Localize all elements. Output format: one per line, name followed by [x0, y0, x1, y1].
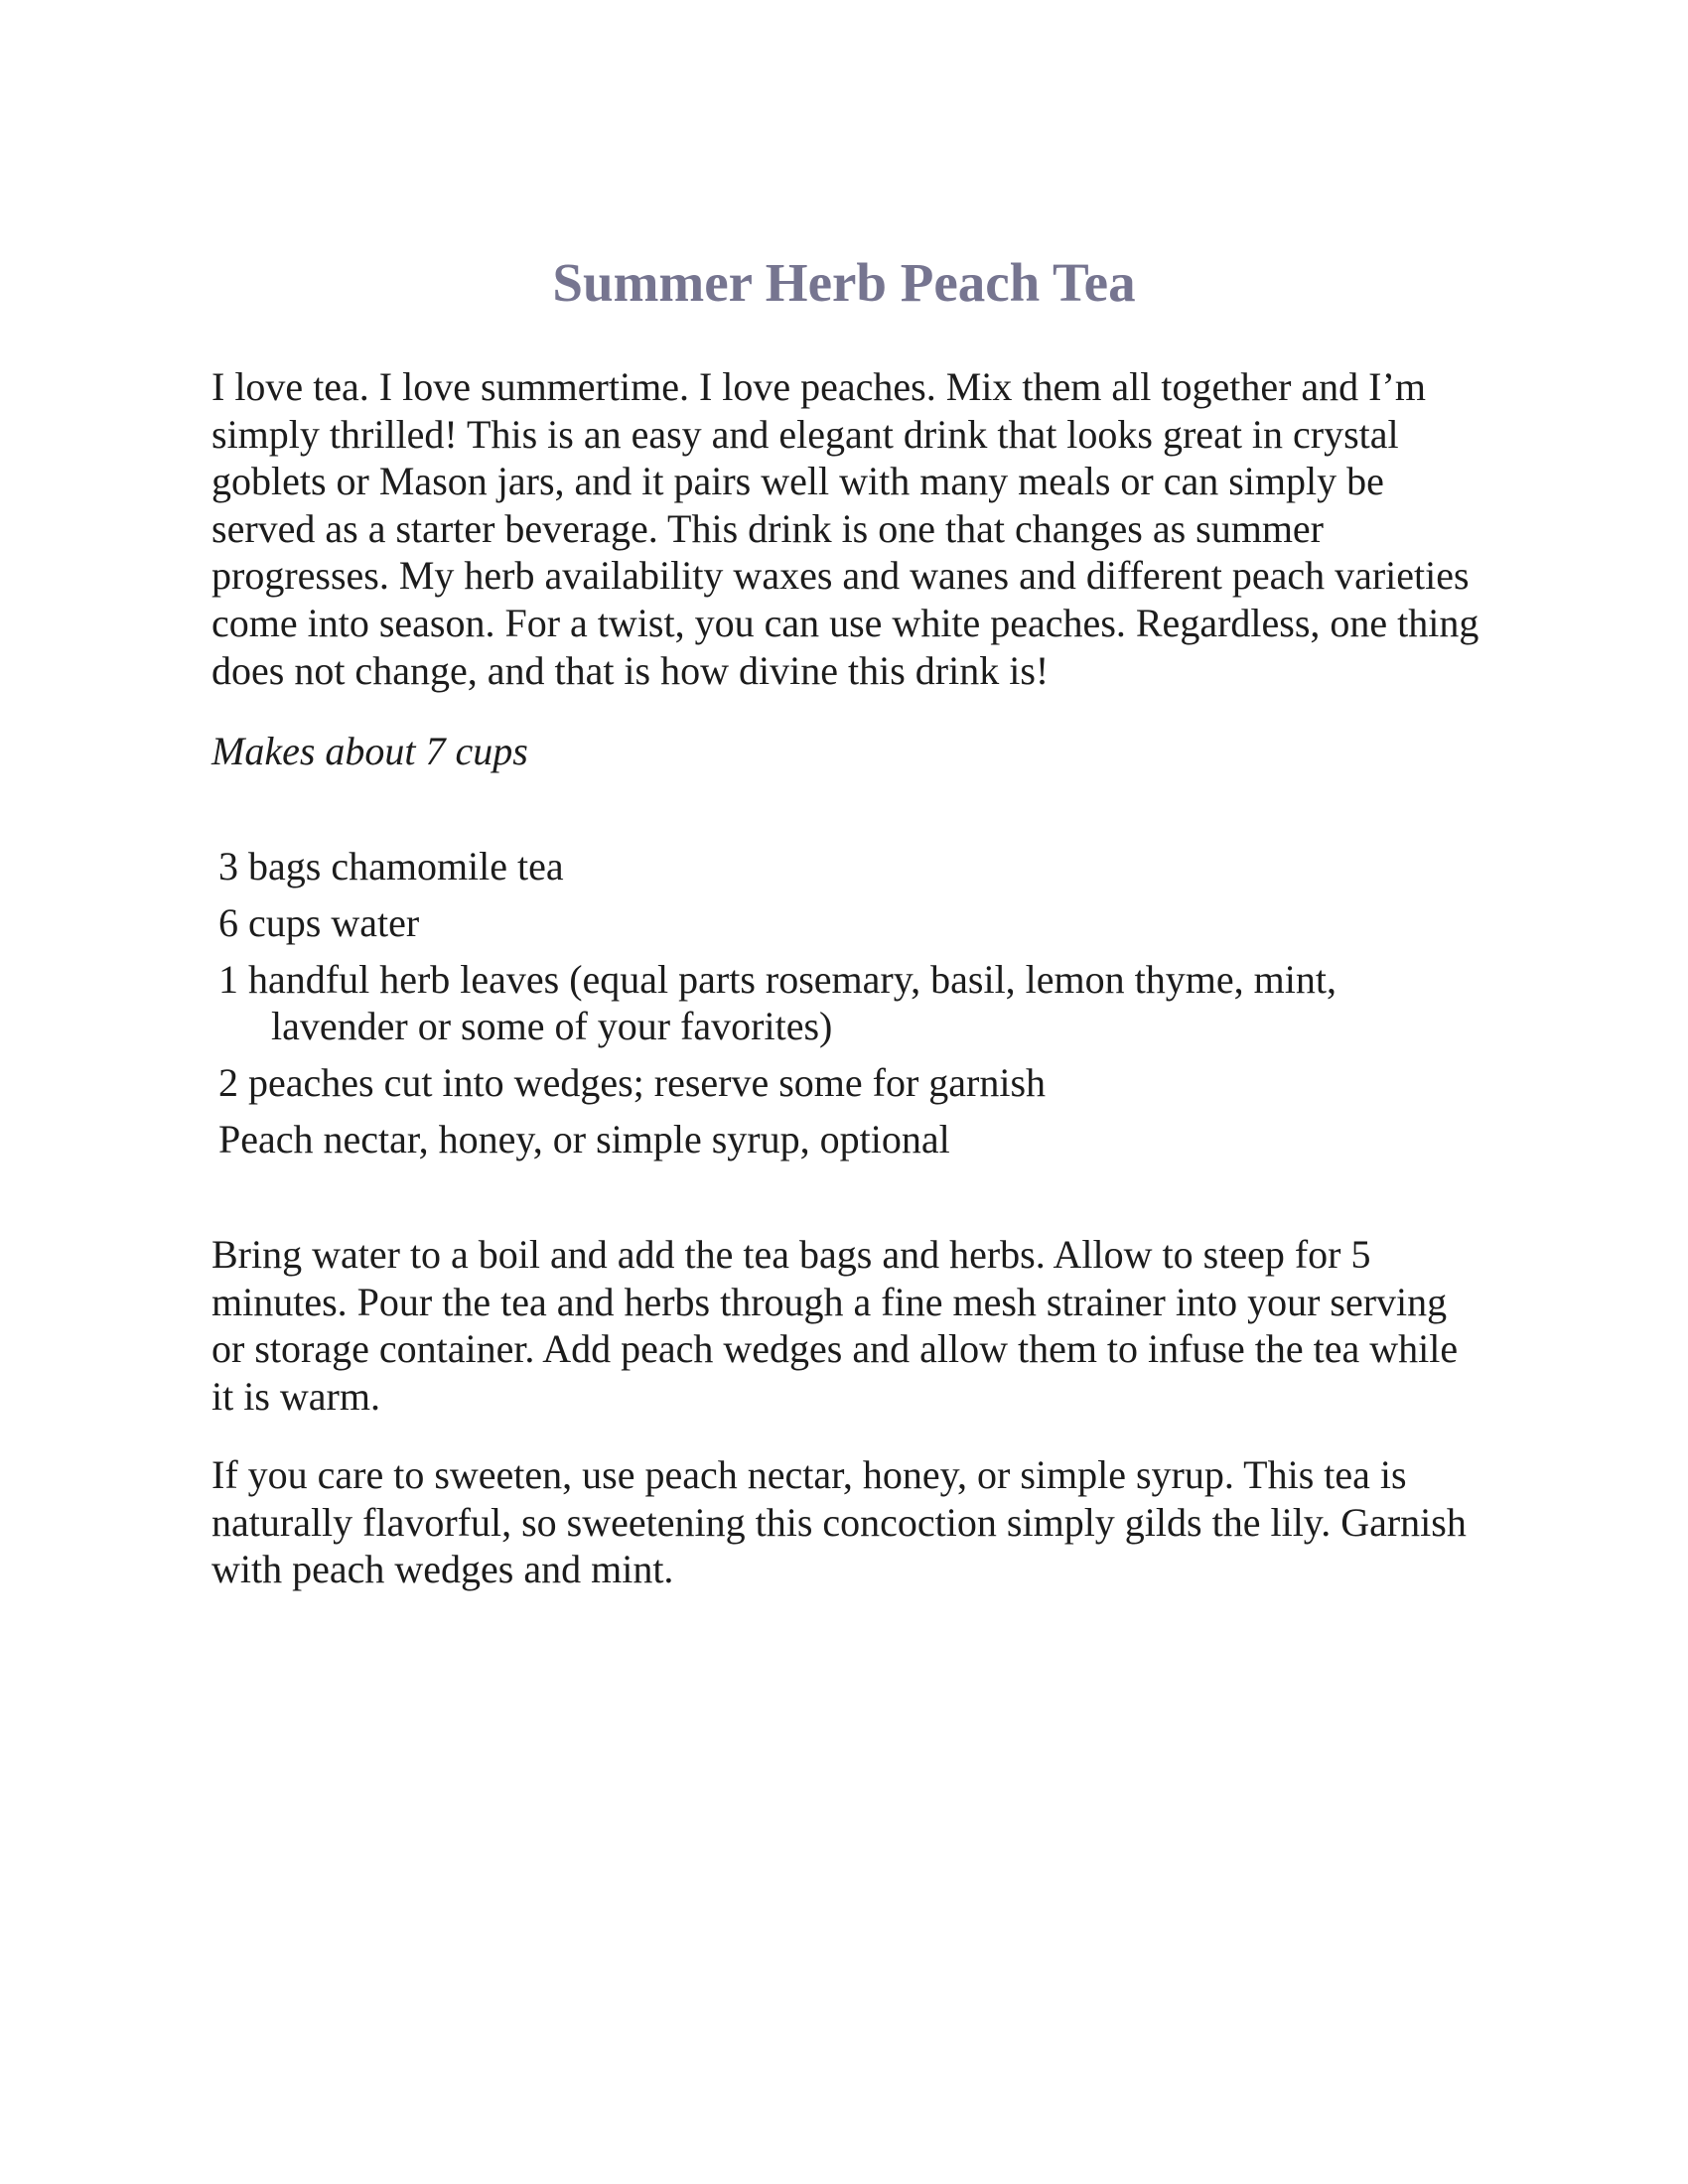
method-step-1: Bring water to a boil and add the tea bags and herbs. Allow to steep for 5 minutes. Pour the tea and herbs through a fine mesh strainer into your serving or storage container. Add peach wedges and allow them to infuse the tea while it is warm. — [211, 1232, 1459, 1419]
ingredient-item: 2 peaches cut into wedges; reserve some for garnish — [218, 1060, 1047, 1105]
ingredient-list — [218, 843, 1479, 1172]
recipe-yield: Makes about 7 cups — [211, 729, 528, 773]
method-step-2: If you care to sweeten, use peach nectar, honey, or simple syrup. This tea is naturally flavorful, so sweetening this concoction simply gilds the lily. Garnish with peach wedges and mint. — [211, 1452, 1467, 1592]
ingredient-item: 3 bags chamomile tea — [218, 844, 564, 888]
recipe-title: Summer Herb Peach Tea — [552, 252, 1136, 313]
ingredient-item: Peach nectar, honey, or simple syrup, optional — [218, 1117, 950, 1161]
ingredient-item: 1 handful herb leaves (equal parts rosemary, basil, lemon thyme, mint, lavender or some of your favorites) — [218, 957, 1336, 1048]
ingredient-item: 6 cups water — [218, 900, 420, 945]
recipe-intro: I love tea. I love summertime. I love peaches. Mix them all together and I’m simply thrilled! This is an easy and elegant drink that looks great in crystal goblets or Mason jars, and it pairs well with many meals or can simply be served as a starter beverage. This drink is one that changes as summer progresses. My herb availability waxes and wanes and different peach varieties come into season. For a twist, you can use white peaches. Regardless, one thing does not change, and that is how divine this drink is! — [211, 364, 1479, 693]
